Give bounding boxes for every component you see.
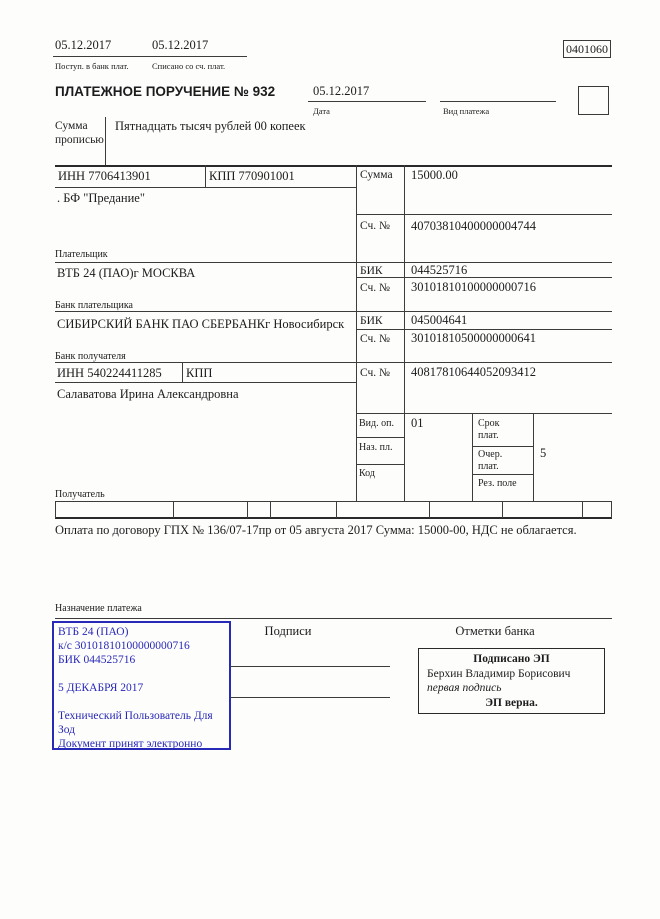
payee-bank-bik: 045004641: [411, 313, 468, 327]
signatures-label: Подписи: [264, 624, 312, 638]
payer-label: Плательщик: [55, 249, 108, 260]
spacer: [58, 695, 225, 709]
table-border: [472, 474, 534, 475]
table-border: [182, 362, 183, 383]
table-border: [611, 502, 612, 518]
divider: [55, 618, 612, 619]
stamp-bik: БИК 044525716: [58, 654, 136, 666]
payment-type-label: Вид платежа: [443, 106, 490, 116]
payer-account: 40703810400000004744: [411, 219, 536, 233]
payer-bank-bik-label: БИК: [360, 265, 383, 277]
table-border: [55, 311, 612, 312]
table-border: [55, 517, 612, 519]
rez-pole-label: Рез. поле: [478, 478, 517, 489]
payee-bank-account-label: Сч. №: [360, 333, 391, 345]
table-border: [270, 502, 271, 518]
table-border: [356, 413, 612, 414]
table-border: [247, 502, 248, 518]
table-border: [55, 382, 356, 383]
doc-date-label: Дата: [313, 106, 330, 116]
table-border: [356, 329, 612, 330]
srok-plat-label: Срок плат.: [478, 418, 500, 441]
stamp-accepted: Документ принят электронно: [58, 738, 203, 750]
payer-bank-name: ВТБ 24 (ПАО)г МОСКВА: [57, 266, 196, 280]
purpose-label: Назначение платежа: [55, 603, 142, 614]
table-border: [173, 502, 174, 518]
table-border: [336, 502, 337, 518]
payee-account: 40817810644052093412: [411, 365, 536, 379]
payer-inn: ИНН 7706413901: [58, 169, 151, 183]
stamp-signer-name: Берхин Владимир Борисович: [427, 667, 571, 680]
table-border: [205, 165, 206, 188]
amount-words-label-1: Сумма: [55, 120, 88, 132]
received-date: 05.12.2017: [55, 38, 112, 52]
amount-words-value: Пятнадцать тысяч рублей 00 копеек: [115, 119, 306, 133]
signature-stamp-box: [418, 648, 605, 714]
table-border: [502, 502, 503, 518]
sum-value: 15000.00: [411, 168, 458, 182]
table-border: [356, 165, 357, 502]
signature-line: [230, 697, 390, 698]
payer-bank-account: 30101810100000000716: [411, 280, 536, 294]
vid-op-label: Вид. оп.: [359, 418, 394, 429]
payee-bank-account: 30101810500000000641: [411, 331, 536, 345]
stamp-signed-title: Подписано ЭП: [473, 653, 550, 665]
payer-bank-bik: 044525716: [411, 263, 468, 277]
table-border: [55, 165, 612, 167]
divider: [105, 117, 106, 165]
purpose-text: Оплата по договору ГПХ № 136/07-17пр от 05 августа 2017 Сумма: 15000-00, НДС не облагается.: [55, 523, 577, 537]
table-border: [429, 502, 430, 518]
payer-kpp: КПП 770901001: [209, 169, 295, 183]
table-border: [472, 446, 534, 447]
spacer: [58, 667, 225, 681]
kod-label: Код: [359, 468, 375, 479]
stamp-signature-kind: первая подпись: [427, 682, 502, 694]
table-border: [404, 165, 405, 502]
received-date-label: Поступ. в банк плат.: [55, 61, 129, 71]
table-border: [356, 464, 405, 465]
payee-kpp-label: КПП: [186, 366, 213, 380]
table-border: [356, 214, 612, 215]
payee-account-label: Сч. №: [360, 367, 391, 379]
debited-date: 05.12.2017: [152, 38, 209, 52]
payee-inn: ИНН 540224411285: [57, 366, 162, 380]
divider: [150, 56, 247, 57]
ocher-plat-value: 5: [540, 446, 547, 460]
ocher-plat-label: Очер. плат.: [478, 449, 503, 472]
stamp-user-line1: Технический Пользователь Для: [58, 710, 213, 722]
table-border: [356, 277, 612, 278]
doc-date: 05.12.2017: [313, 84, 370, 98]
stamp-user-line2: Зод: [58, 724, 76, 736]
table-border: [55, 502, 56, 518]
payee-bank-bik-label: БИК: [360, 315, 383, 327]
payer-bank-account-label: Сч. №: [360, 282, 391, 294]
bank-marks-label: Отметки банка: [455, 624, 535, 638]
table-border: [582, 502, 583, 518]
stamp-bank-name: ВТБ 24 (ПАО): [58, 626, 129, 638]
table-border: [55, 501, 612, 502]
payee-bank-name: СИБИРСКИЙ БАНК ПАО СБЕРБАНКг Новосибирск: [57, 317, 345, 331]
page-title: ПЛАТЕЖНОЕ ПОРУЧЕНИЕ № 932: [55, 84, 276, 99]
table-border: [356, 437, 405, 438]
stamp-date: 5 ДЕКАБРЯ 2017: [58, 682, 144, 694]
table-border: [472, 413, 473, 502]
divider: [440, 101, 556, 102]
signature-line: [230, 666, 390, 667]
table-border: [55, 262, 612, 263]
vid-op-value: 01: [411, 416, 424, 430]
bank-stamp-blue: [52, 621, 231, 750]
payee-label: Получатель: [55, 489, 105, 500]
stamp-corr-account: к/с 30101810100000000716: [58, 640, 190, 652]
amount-words-label-2: прописью: [55, 134, 104, 146]
payer-account-label: Сч. №: [360, 220, 391, 232]
payment-type-box: [578, 86, 609, 115]
form-code-box: 0401060: [563, 40, 611, 58]
payee-bank-label: Банк получателя: [55, 351, 126, 362]
payee-name: Салаватова Ирина Александровна: [57, 387, 239, 401]
payer-name: . БФ "Предание": [57, 191, 145, 205]
table-border: [55, 362, 612, 363]
debited-date-label: Списано со сч. плат.: [152, 61, 226, 71]
divider: [308, 101, 426, 102]
sum-label: Сумма: [360, 169, 393, 181]
stamp-verified: ЭП верна.: [485, 696, 538, 709]
naz-pl-label: Наз. пл.: [359, 442, 393, 453]
payer-bank-label: Банк плательщика: [55, 300, 133, 311]
